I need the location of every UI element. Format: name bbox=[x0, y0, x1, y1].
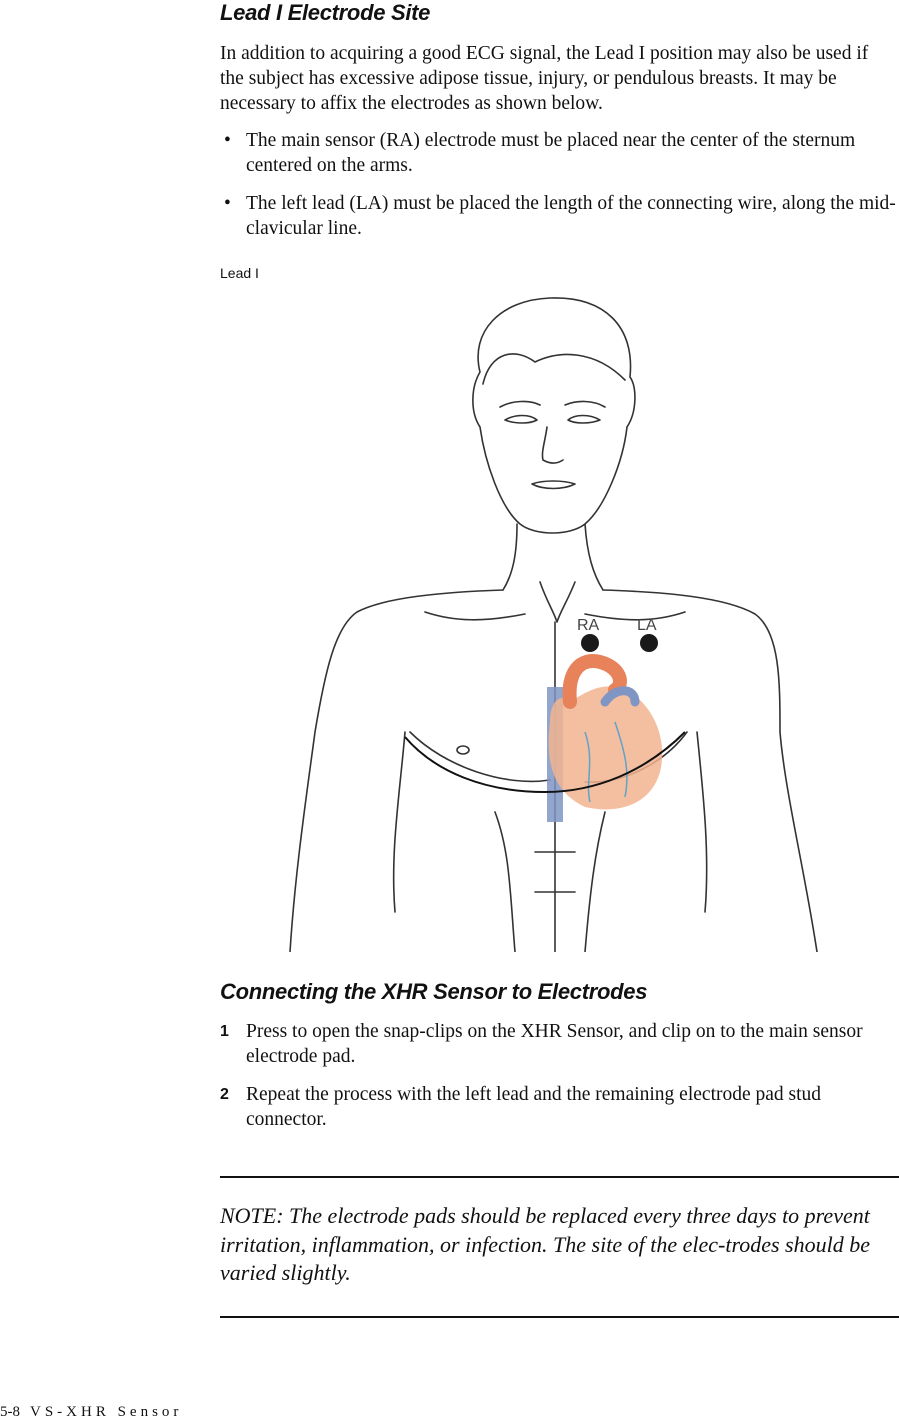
la-electrode bbox=[640, 634, 658, 652]
figure-caption: Lead I bbox=[220, 265, 259, 281]
neck-left bbox=[503, 524, 517, 590]
page-footer bbox=[0, 1404, 182, 1421]
ra-electrode bbox=[581, 634, 599, 652]
right-eye bbox=[568, 416, 600, 424]
hairline bbox=[483, 354, 625, 384]
right-brow bbox=[565, 401, 605, 407]
list-item-text: The main sensor (RA) electrode must be placed near the center of the sternum centered on the arms. bbox=[246, 130, 856, 176]
bullet-marker: • bbox=[224, 130, 231, 151]
lead-i-torso-illustration bbox=[285, 292, 825, 952]
left-nipple bbox=[457, 746, 469, 754]
section-heading-lead-i: Lead I Electrode Site bbox=[220, 0, 431, 25]
section-heading-connecting: Connecting the XHR Sensor to Electrodes bbox=[220, 979, 648, 1004]
left-clavicle bbox=[425, 612, 525, 620]
list-item bbox=[220, 128, 899, 178]
note-text: NOTE: The electrode pads should be replaced every three days to prevent irritation, inflammation, or infection. The site of the elec-trodes should be varied slightly. bbox=[220, 1203, 870, 1285]
ra-label: RA bbox=[577, 617, 600, 634]
list-item bbox=[220, 1019, 899, 1069]
left-pec bbox=[410, 732, 550, 781]
mouth bbox=[532, 481, 575, 489]
step-text: Press to open the snap-clips on the XHR Sensor, and clip on to the main sensor electrode pad. bbox=[246, 1021, 863, 1067]
la-label: LA bbox=[637, 617, 657, 634]
sternum-notch bbox=[540, 582, 575, 622]
left-brow bbox=[500, 401, 540, 407]
note-bottom-rule bbox=[220, 1316, 899, 1318]
steps-list bbox=[220, 1019, 899, 1145]
bullet-marker: • bbox=[224, 193, 231, 214]
left-shoulder bbox=[290, 590, 503, 952]
step-text: Repeat the process with the left lead and the remaining electrode pad stud connector. bbox=[246, 1084, 822, 1130]
heart-illustration bbox=[547, 661, 662, 822]
intro-paragraph: In addition to acquiring a good ECG signal, the Lead I position may also be used if the subject has excessive adipose tissue, injury, or pendulous breasts. It may be necessary to affix the electrodes as shown below. bbox=[220, 43, 869, 114]
nose bbox=[542, 427, 563, 463]
abdomen bbox=[495, 812, 605, 952]
left-inner-arm bbox=[394, 732, 405, 912]
bullet-list bbox=[220, 128, 899, 254]
head-outline bbox=[473, 298, 635, 533]
left-eye bbox=[505, 416, 537, 424]
list-item bbox=[220, 1082, 899, 1132]
page-number: 5-8 bbox=[0, 1404, 20, 1420]
neck-right bbox=[585, 524, 603, 590]
list-item bbox=[220, 191, 899, 241]
footer-title: VS-XHR Sensor bbox=[30, 1404, 183, 1420]
step-number: 1 bbox=[220, 1023, 229, 1040]
list-item-text: The left lead (LA) must be placed the length of the connecting wire, along the mid-clavicular line. bbox=[246, 193, 896, 239]
right-inner-arm bbox=[697, 732, 707, 912]
step-number: 2 bbox=[220, 1086, 229, 1103]
right-clavicle bbox=[585, 612, 685, 620]
note-top-rule bbox=[220, 1176, 899, 1178]
